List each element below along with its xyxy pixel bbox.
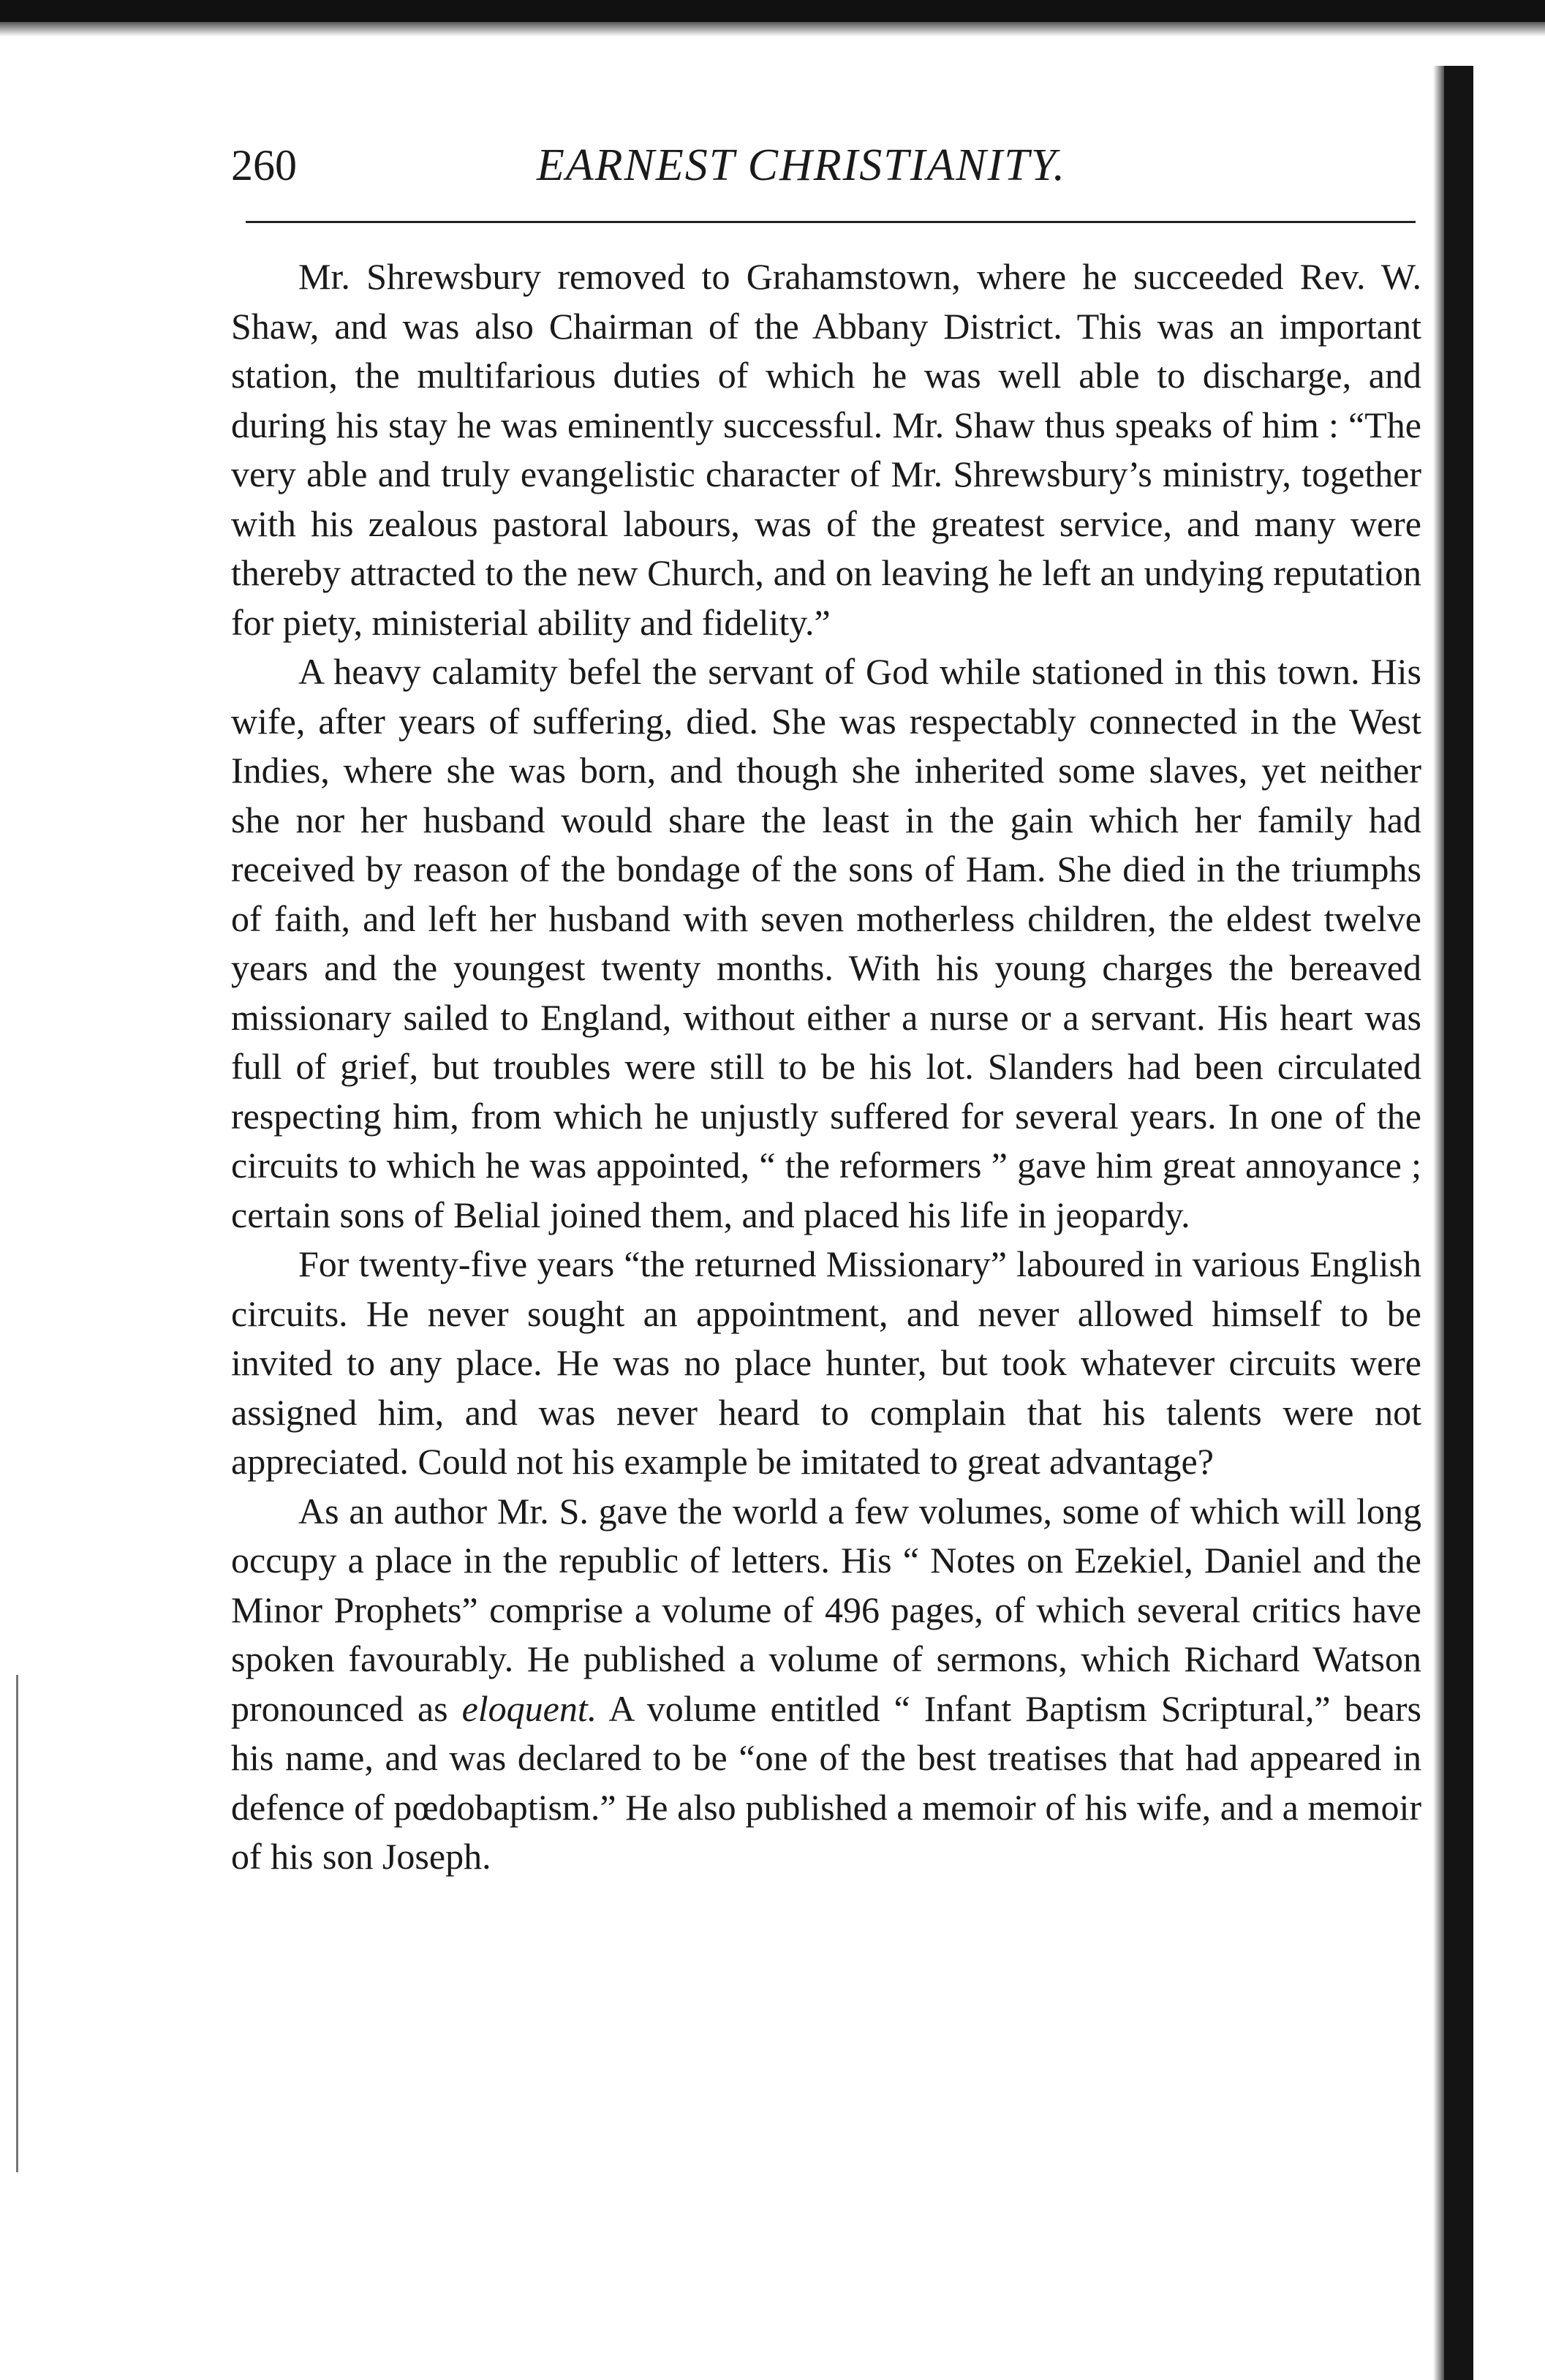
page-header — [231, 129, 1416, 209]
paragraph-2: A heavy calamity befel the servant of God while stationed in this town. His wife, after years of suffering, died. She was respectably connected in the West Indies, where she was born, and though she inherited some slaves, yet neither she nor her husband would share the least in the gain which her family had received by reason of the bondage of the sons of Ham. She died in the triumphs of faith, and left her husband with seven motherless children, the eldest twelve years and the youngest twenty months. With his young charges the bereaved missionary sailed to England, without either a nurse or a servant. His heart was full of grief, but troubles were still to be his lot. Slanders had been circulated respecting him, from which he unjustly suffered for several years. In one of the circuits to which he was appointed, “ the reformers ” gave him great annoyance ; certain sons of Belial joined them, and placed his life in jeopardy. — [231, 651, 1421, 1235]
paragraph-3: For twenty-five years “the returned Missionary” laboured in various English circuits. He never sought an appointment, and never allowed himself to be invited to any place. He was no place hunter, but took whatever circuits were assigned him, and was never heard to complain that his talents were not appreciated. Could not his example be imitated to great advantage? — [231, 1243, 1421, 1482]
scan-left-mark — [16, 1675, 18, 2172]
paragraph-4-part-2: A volume entitled “ Infant Baptism Scriptural,” bears his name, and was declared to be “one of the best treatises that had appeared in defence of pœdobaptism.” He also published a memoir of his wife, and a memoir of his son Joseph. — [231, 1687, 1422, 1877]
scan-right-edge — [1444, 66, 1473, 2380]
paragraph-4 — [231, 1487, 1421, 1882]
scan-top-edge — [0, 0, 1545, 22]
scan-right-shadow — [1433, 66, 1445, 2380]
emphasis-eloquent: eloquent. — [461, 1687, 597, 1729]
header-rule — [246, 221, 1416, 223]
paragraph-1: Mr. Shrewsbury removed to Grahamstown, where he succeeded Rev. W. Shaw, and was also Chairman of the Abbany District. This was an important station, the multifarious duties of which he was well able to discharge, and during his stay he was eminently successful. Mr. Shaw thus speaks of him : “The very able and truly evangelistic character of Mr. Shrewsbury’s ministry, together with his zealous pastoral labours, was of the greatest service, and many were thereby attracted to the new Church, and on leaving he left an undying reputation for piety, ministerial ability and fidelity.” — [231, 256, 1421, 643]
page-number: 260 — [231, 141, 297, 189]
body-text — [231, 252, 1421, 1882]
paragraph-4-part-1: As an author Mr. S. gave the world a few volumes, some of which will long occupy a place in the republic of letters. His “ Notes on Ezekiel, Daniel and the Minor Prophets” comprise a volume of 496 pages, of which several critics have spoken favourably. He published a volume of sermons, which Richard Watson pronounced as — [231, 1490, 1421, 1729]
scan-top-shadow — [0, 22, 1545, 37]
running-title: EARNEST CHRISTIANITY. — [536, 140, 1067, 190]
